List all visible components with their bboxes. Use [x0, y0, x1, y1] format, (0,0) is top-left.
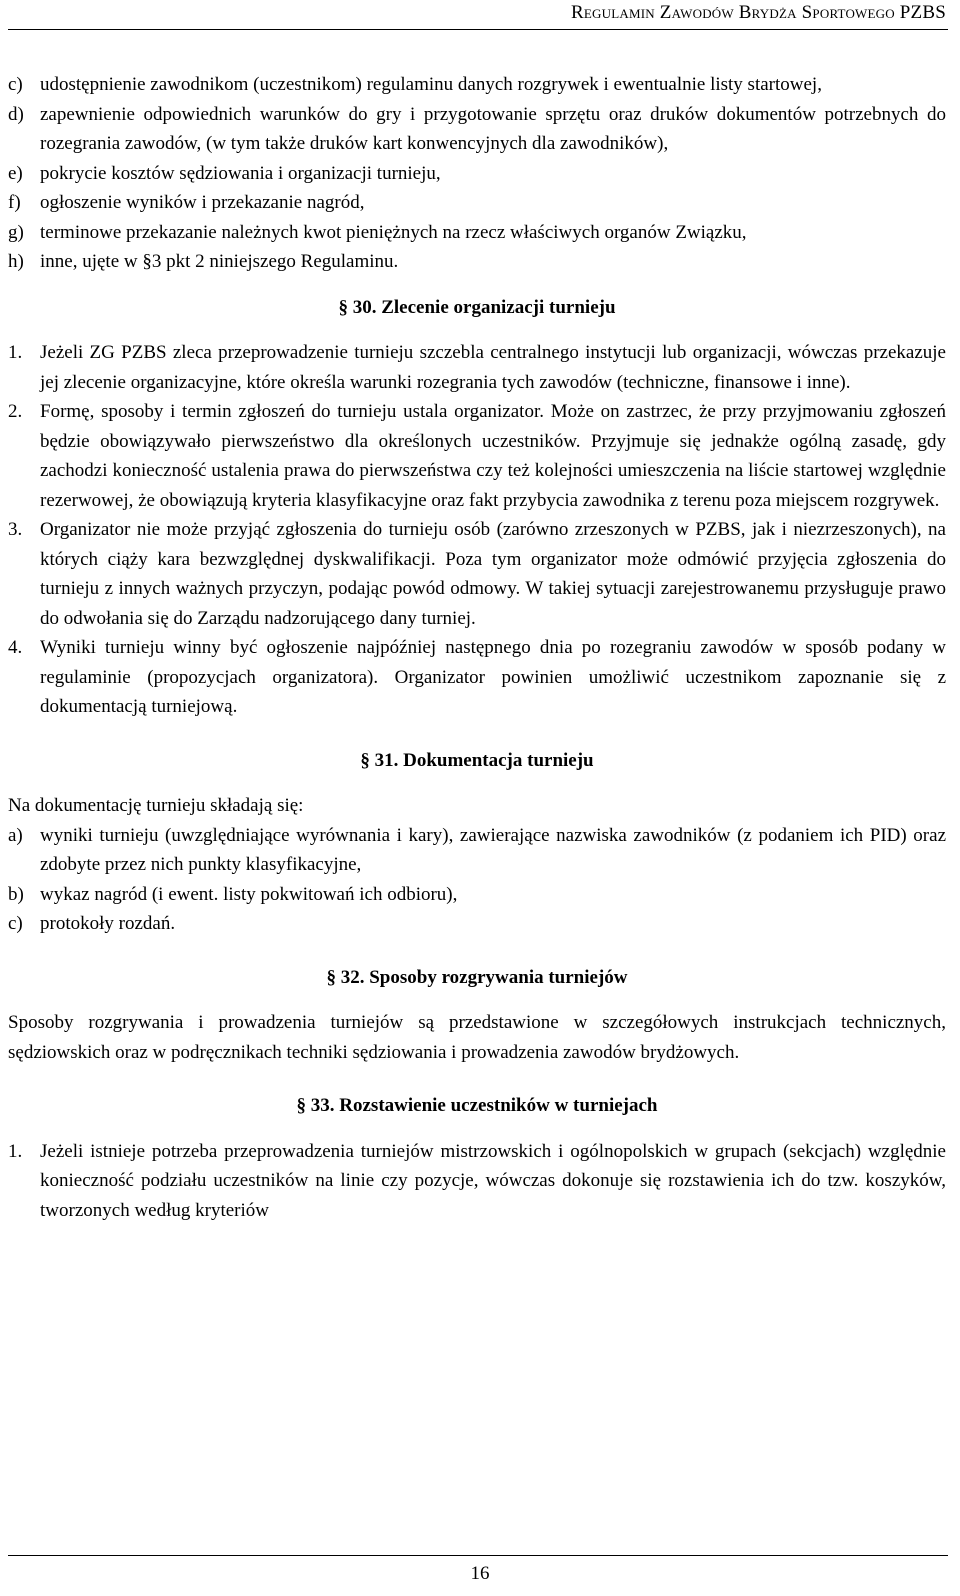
list-marker: b)	[8, 883, 24, 905]
section-31-list	[8, 821, 946, 939]
list-marker: a)	[8, 824, 23, 846]
list-item-text: Wyniki turnieju winny być ogłoszenie najpóźniej następnego dnia po rozegraniu zawodów w sposób podany w regulaminie (propozycjach organizatora). Organizator powinien umożliwić uczestnikom zapoznanie się z dokumentacją turniejową.	[40, 637, 946, 717]
list-item-text: pokrycie kosztów sędziowania i organizacji turnieju,	[40, 162, 441, 184]
section-33-heading: § 33. Rozstawienie uczestników w turniejach	[296, 1095, 658, 1116]
list-item-text: wykaz nagród (i ewent. listy pokwitowań ich odbioru),	[40, 883, 458, 905]
list-marker: h)	[8, 251, 24, 272]
list-item-text: Jeżeli ZG PZBS zleca przeprowadzenie turnieju szczebla centralnego instytucji lub organizacji, wówczas przekazuje jej zlecenie organizacyjne, które określa warunki rozegrania tych zawodów (techniczne, finansowe i inne).	[40, 342, 946, 393]
list-item-text: wyniki turnieju (uwzględniające wyrównania i kary), zawierające nazwiska zawodników (z podaniem ich PID) oraz zdobyte przez nich punkty klasyfikacyjne,	[40, 824, 946, 875]
list-item	[8, 338, 946, 397]
section-30-list	[8, 338, 946, 722]
section-32-heading: § 32. Sposoby rozgrywania turniejów	[326, 966, 628, 988]
page-content	[8, 70, 946, 1225]
list-marker: d)	[8, 103, 24, 125]
list-item	[8, 821, 946, 880]
list-marker: g)	[8, 221, 24, 243]
list-item	[8, 515, 946, 633]
list-obligations	[8, 70, 946, 277]
section-31-intro: Na dokumentację turnieju składają się:	[8, 795, 304, 816]
list-marker: f)	[8, 192, 21, 213]
list-item-text: Organizator nie może przyjąć zgłoszenia do turnieju osób (zarówno zrzeszonych w PZBS, jak i niezrzeszonych), na których ciąży kara bezwzględnej dyskwalifikacji. Poza tym organizator może odmówić przyjęcia zgłoszenia do turnieju z innych ważnych przyczyn, podając powód odmowy. W takiej sytuacji zarejestrowanemu przysługuje prawo do odwołania się do Zarządu nadzorującego dany turniej.	[40, 519, 946, 629]
running-header: Regulamin Zawodów Brydża Sportowego PZBS	[571, 2, 946, 23]
list-marker: 1.	[8, 342, 23, 363]
section-31-heading: § 31. Dokumentacja turnieju	[360, 749, 594, 771]
list-item	[8, 633, 946, 722]
list-item	[8, 247, 946, 277]
section-33-list	[8, 1137, 946, 1226]
list-marker: 4.	[8, 637, 23, 658]
list-item	[8, 218, 946, 248]
section-30-heading: § 30. Zlecenie organizacji turnieju	[338, 296, 616, 318]
list-item-text: protokoły rozdań.	[40, 913, 176, 934]
page-number: 16	[470, 1563, 490, 1584]
footer-rule	[8, 1555, 948, 1556]
list-item	[8, 397, 946, 515]
list-marker: c)	[8, 913, 23, 934]
section-32-paragraph: Sposoby rozgrywania i prowadzenia turniejów są przedstawione w szczegółowych instrukcjach technicznych, sędziowskich oraz w podręcznikach techniki sędziowania i prowadzenia zawodów brydżowych.	[8, 1012, 946, 1063]
list-marker: 1.	[8, 1140, 23, 1162]
list-item-text: udostępnienie zawodnikom (uczestnikom) regulaminu danych rozgrywek i ewentualnie listy startowej,	[40, 74, 822, 95]
list-item	[8, 70, 946, 100]
list-item-text: inne, ujęte w §3 pkt 2 niniejszego Regulaminu.	[40, 251, 399, 272]
list-item	[8, 909, 946, 939]
list-marker: 2.	[8, 401, 23, 422]
list-item-text: Formę, sposoby i termin zgłoszeń do turnieju ustala organizator. Może on zastrzec, że przy przyjmowaniu zgłoszeń będzie obowiązywało pierwszeństwo dla określonych uczestników. Przyjmuje się jednakże ogólną zasadę, gdy zachodzi konieczność ustalenia prawa do pierwszeństwa czy też kolejności umieszczenia na liście startowej względnie rezerwowej, że obowiązują kryteria klasyfikacyjne oraz fakt przybycia zawodnika z terenu poza miejscem rozgrywek.	[40, 401, 946, 511]
header-rule	[8, 29, 948, 30]
list-item-text: zapewnienie odpowiednich warunków do gry i przygotowanie sprzętu oraz druków dokumentów potrzebnych do rozegrania zawodów, (w tym także druków kart konwencyjnych dla zawodników),	[40, 103, 946, 154]
list-item-text: Jeżeli istnieje potrzeba przeprowadzenia turniejów mistrzowskich i ogólnopolskich w grupach (sekcjach) względnie konieczność podziału uczestników na linie czy pozycje, wówczas dokonuje się rozstawienia ich do tzw. koszyków, tworzonych według kryteriów	[40, 1140, 946, 1221]
list-marker: c)	[8, 74, 23, 95]
list-marker: e)	[8, 162, 23, 184]
list-item	[8, 1137, 946, 1226]
list-item-text: ogłoszenie wyników i przekazanie nagród,	[40, 192, 365, 213]
list-item	[8, 100, 946, 159]
list-item	[8, 188, 946, 218]
list-item	[8, 880, 946, 910]
list-marker: 3.	[8, 519, 23, 540]
list-item	[8, 159, 946, 189]
list-item-text: terminowe przekazanie należnych kwot pieniężnych na rzecz właściwych organów Związku,	[40, 221, 747, 243]
